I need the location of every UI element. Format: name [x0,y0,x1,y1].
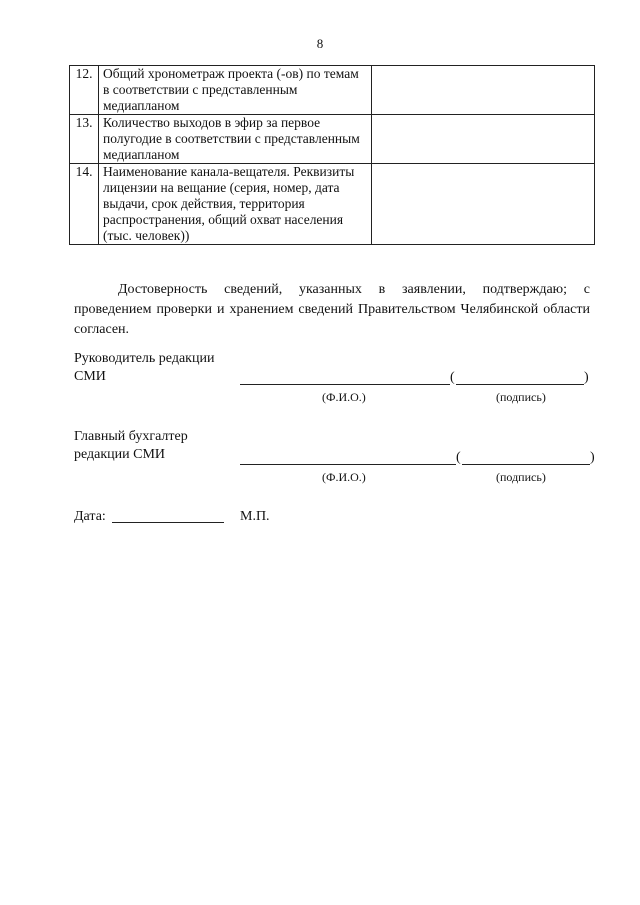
accountant-name-line[interactable] [240,464,456,465]
editor-name-caption: (Ф.И.О.) [322,390,366,404]
editor-role-line2: СМИ [74,369,106,384]
accountant-paren-open: ( [456,450,461,465]
row-description: Наименование канала-вещателя. Реквизиты лицензии на вещание (серия, номер, дата выдачи, срок действия, территория распространения, общий охват населения (тыс. человек)) [99,164,372,245]
accountant-role-line1: Главный бухгалтер [74,429,188,444]
page-number: 8 [316,36,324,51]
row-number: 12. [70,66,99,115]
row-value[interactable] [372,66,595,115]
row-number: 14. [70,164,99,245]
stamp-label: М.П. [240,509,270,524]
table-row [70,66,595,115]
table-row [70,164,595,245]
application-table [69,65,595,245]
editor-role-line1: Руководитель редакции [74,351,215,366]
editor-paren-open: ( [450,370,455,385]
date-label: Дата: [74,509,106,524]
row-number: 13. [70,115,99,164]
row-value[interactable] [372,164,595,245]
editor-signature-line[interactable] [456,384,584,385]
confirmation-paragraph: Достоверность сведений, указанных в заявлении, подтверждаю; с проведением проверки и хранением сведений Правительством Челябинской области согласен. [74,282,590,337]
accountant-role-line2: редакции СМИ [74,447,166,462]
editor-name-line[interactable] [240,384,450,385]
accountant-paren-close: ) [590,450,595,465]
editor-sign-caption: (подпись) [496,390,546,404]
accountant-sign-caption: (подпись) [496,470,546,484]
accountant-signature-line[interactable] [462,464,590,465]
accountant-name-caption: (Ф.И.О.) [322,470,366,484]
date-input-line[interactable] [112,522,224,523]
table-row [70,115,595,164]
row-description: Общий хронометраж проекта (-ов) по темам в соответствии с представленным медиапланом [99,66,372,115]
editor-paren-close: ) [584,370,589,385]
row-value[interactable] [372,115,595,164]
row-description: Количество выходов в эфир за первое полугодие в соответствии с представленным медиапланом [99,115,372,164]
